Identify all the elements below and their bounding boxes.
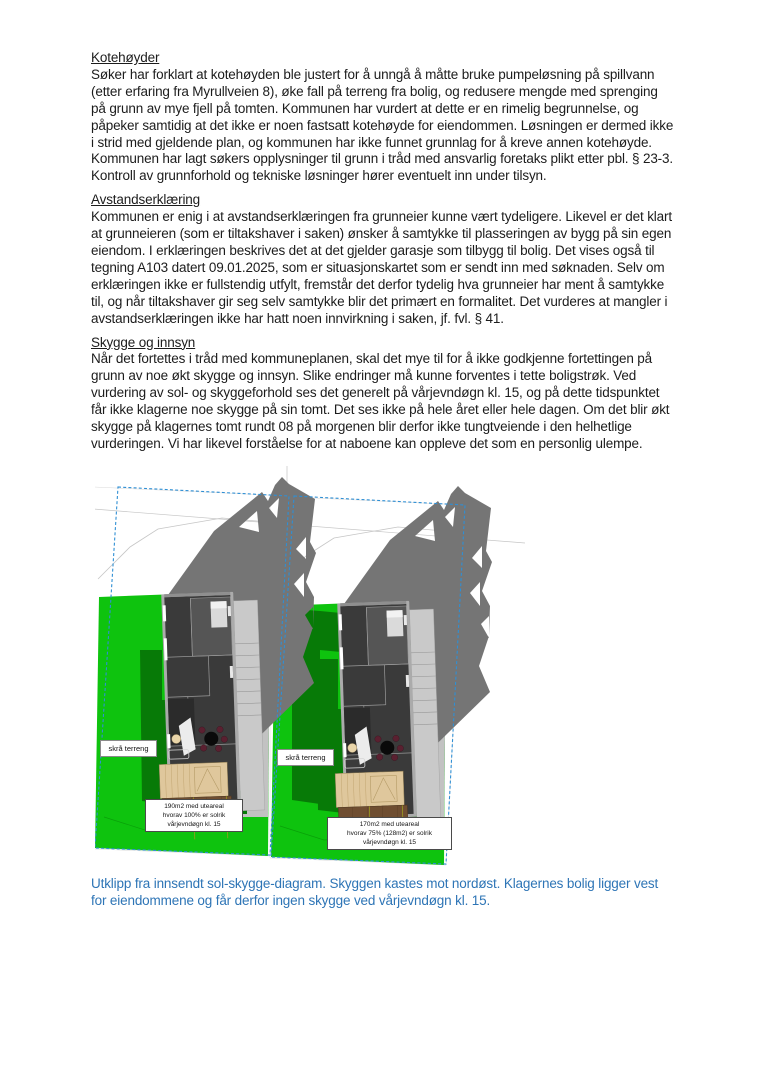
section-avstandserklaering xyxy=(91,192,674,327)
section-heading: Avstandserklæring xyxy=(91,192,201,208)
terrain-label-right-text: skrå terreng xyxy=(285,752,326,762)
terrain-label-right xyxy=(277,749,334,766)
section-kotehoyder xyxy=(91,50,674,185)
area-label-right-line3: vårjevndøgn kl. 15 xyxy=(362,838,417,846)
section-heading: Skygge og innsyn xyxy=(91,334,196,350)
area-label-left-line3: vårjevndøgn kl. 15 xyxy=(167,820,221,828)
area-label-right-line2: hvorav 75% (128m2) er solrik xyxy=(347,829,432,837)
section-heading: Kotehøyder xyxy=(91,50,160,65)
section-paragraph: Søker har forklart at kotehøyden ble justert for å unngå å måtte bruke pumpeløsning på spillvann (etter erfaring fra Myrullveien 8), øke fall på terreng fra bolig, og redusere mengde med sprenging på grunn av mye fjell på tomten. Kommunen har vurdert at dette er en rimelig begrunnelse, og påpeker samtidig at det ikke er noen fastsatt kotehøyde for eiendommen. Løsningen er dermed ikke i strid med gjeldende plan, og kommunen har ikke funnet grunnlag for å kreve annen kotehøyde. Kommunen har lagt søkers opplysninger til grunn i tråd med ansvarlig foretaks plikt etter pbl. § 23-3. Kontroll av grunnforhold og tekniske løsninger hører eventuelt inn under tilsyn. xyxy=(91,66,674,184)
terrain-label-left-text: skrå terreng xyxy=(108,743,149,753)
area-label-right xyxy=(327,817,452,850)
sun-shadow-diagram-figure xyxy=(95,463,709,868)
area-label-left xyxy=(145,799,243,832)
section-paragraph: Kommunen er enig i at avstandserklæringen fra grunneier kunne vært tydeligere. Likevel er det klart at grunneieren (som er tiltakshaver i saken) ønsker å samtykke til plasseringen av bygg på sin egen eiendom. I erklæringen beskrives det at det gjelder garasje som tilbygg til bolig. Det vises også til tegning A103 datert 09.01.2025, som er situasjonskartet som er sendt inn med søknaden. Selv om erklæringen ikke er fullstendig utfylt, fremstår det derfor tydelig hva grunneier har ment å samtykke til, og når tiltakshaver gir seg selv samtykke blir det primært en formalitet. Det vurderes at mangler i avstandserklæringen ikke har hatt noen innvirkning i saken, jf. fvl. § 41. xyxy=(91,209,672,326)
area-label-right-line1: 170m2 med uteareal xyxy=(359,820,420,828)
document-body xyxy=(91,50,674,910)
figure-caption: Utklipp fra innsendt sol-skygge-diagram. Skyggen kastes mot nordøst. Klagernes bolig ligger vest for eiendommene og får derfor ingen skygge ved vårjevndøgn kl. 15. xyxy=(91,875,659,909)
area-label-left-line1: 190m2 med uteareal xyxy=(164,802,224,810)
section-paragraph: Når det fortettes i tråd med kommuneplanen, skal det mye til for å ikke godkjenne fortettingen på grunn av noe økt skygge og innsyn. Slike endringer må kunne forventes i tette boligstrøk. Ved vurdering av sol- og skyggeforhold ses det generelt på vårjevndøgn kl. 15, og på dette tidspunktet får ikke klagerne noe skygge på sin tomt. Det ses ikke på hele året eller hele dagen. Om det blir økt skygge på klagernes tomt rundt 08 på morgenen blir derfor ikke tungtveiende i den helhetlige vurderingen. Vi har likevel forståelse for at naboene kan oppleve det som en personlig ulempe. xyxy=(91,351,670,451)
section-skygge-og-innsyn xyxy=(91,335,674,453)
terrain-label-left xyxy=(100,740,157,757)
area-label-left-line2: hvorav 100% er solrik xyxy=(162,811,226,819)
